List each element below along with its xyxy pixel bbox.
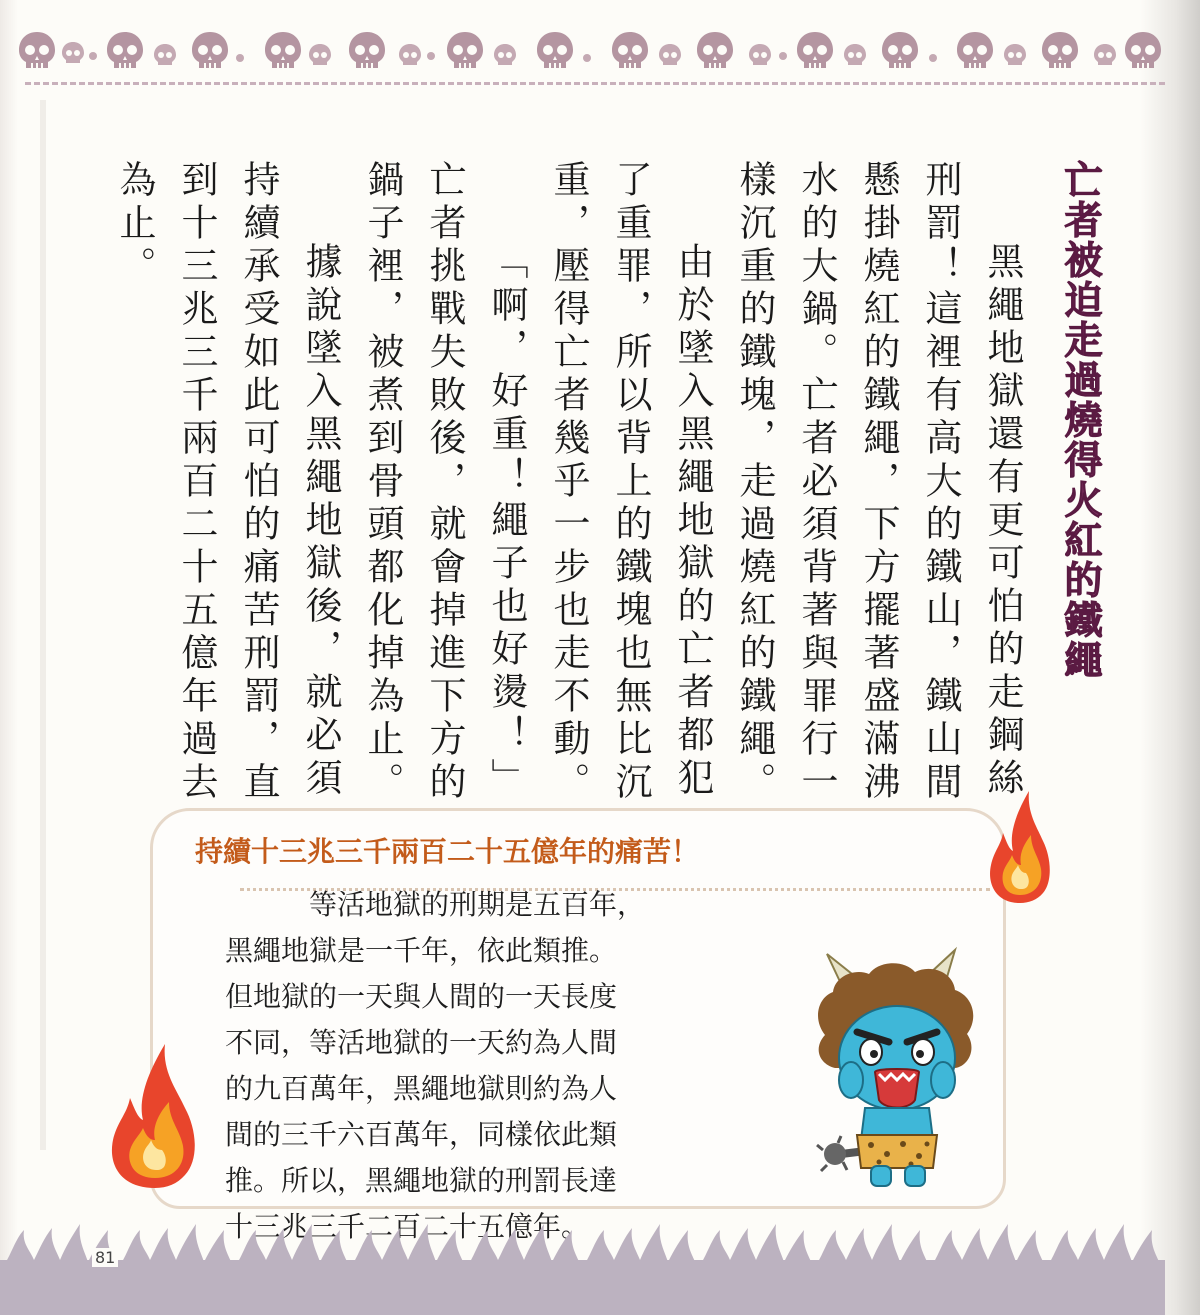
main-text	[110, 160, 1030, 805]
box-line: 不同，等活地獄的一天約為人間	[225, 1026, 618, 1059]
text-column: 「啊，好重！繩子也好燙！」	[485, 242, 528, 801]
text-column: 為止。	[113, 160, 156, 289]
flame-icon	[105, 1040, 205, 1190]
text-column: 刑罰！這裡有高大的鐵山，鐵山間	[919, 160, 962, 805]
flame-border-bottom	[0, 1210, 1165, 1315]
box-line: 但地獄的一天與人間的一天長度	[225, 980, 618, 1013]
text-column: 重，壓得亡者幾乎一步也走不動。	[547, 160, 590, 805]
box-heading: 持續十三兆三千兩百二十五億年的痛苦！	[195, 835, 700, 868]
text-column: 據說墜入黑繩地獄後，就必須	[299, 242, 342, 801]
show-through-mark	[40, 100, 46, 1150]
box-line: 推。所以，黑繩地獄的刑罰長達	[225, 1164, 618, 1197]
flame-icon	[985, 785, 1055, 905]
box-line: 十三兆三千二百二十五億年。	[225, 1210, 590, 1243]
page-title: 亡者被迫走過燒得火紅的鐵繩	[1058, 160, 1102, 680]
text-column: 由於墜入黑繩地獄的亡者都犯	[671, 242, 714, 801]
box-paragraph	[225, 882, 805, 1250]
skull-border-top	[15, 22, 1165, 80]
text-column: 樣沉重的鐵塊，走過燒紅的鐵繩。	[733, 160, 776, 805]
box-line: 黑繩地獄是一千年，依此類推。	[225, 934, 618, 967]
page-gutter-shadow	[0, 0, 18, 1315]
text-column: 到十三兆三千兩百二十五億年過去	[175, 160, 218, 805]
text-column: 亡者挑戰失敗後，就會掉進下方的	[423, 160, 466, 805]
text-column: 持續承受如此可怕的痛苦刑罰，直	[237, 160, 280, 805]
page-number: 81	[92, 1248, 118, 1267]
text-column: 了重罪，所以背上的鐵塊也無比沉	[609, 160, 652, 805]
text-column: 懸掛燒紅的鐵繩，下方擺著盛滿沸	[857, 160, 900, 805]
page-edge-shadow	[1140, 0, 1200, 1315]
text-column: 黑繩地獄還有更可怕的走鋼絲	[981, 242, 1024, 801]
box-line: 間的三千六百萬年，同樣依此類	[225, 1118, 618, 1151]
oni-demon-illustration	[805, 940, 995, 1190]
box-line: 的九百萬年，黑繩地獄則約為人	[225, 1072, 618, 1105]
dashed-divider	[25, 82, 1165, 85]
text-column: 鍋子裡，被煮到骨頭都化掉為止。	[361, 160, 404, 805]
text-column: 水的大鍋。亡者必須背著與罪行一	[795, 160, 838, 805]
box-line: 等活地獄的刑期是五百年，	[309, 888, 646, 921]
